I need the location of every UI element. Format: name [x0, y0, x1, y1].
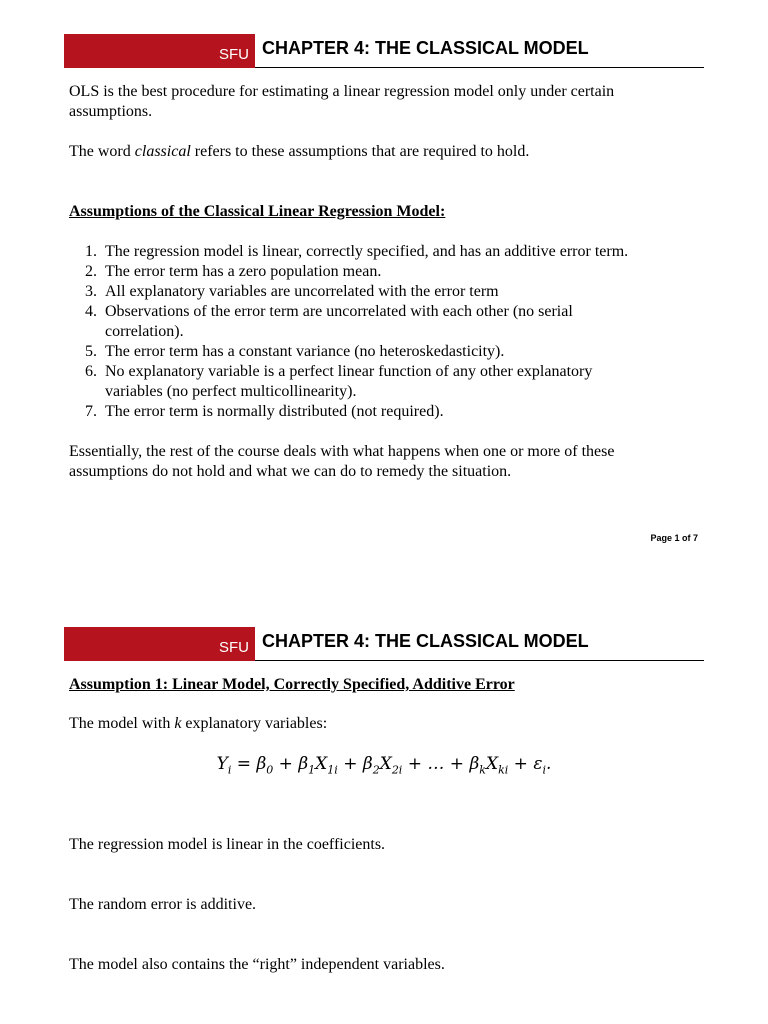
right-variables-text: The model also contains the “right” independent variables.	[69, 956, 445, 973]
classical-sentence: The word classical refers to these assumptions that are required to hold.	[69, 143, 530, 160]
list-item: 7. The error term is normally distributed (not required).	[85, 403, 444, 420]
sfu-logo: SFU	[219, 639, 249, 656]
chapter-title: CHAPTER 4: THE CLASSICAL MODEL	[262, 631, 589, 651]
assumptions-list	[69, 242, 628, 422]
model-sentence: The model with k explanatory variables:	[69, 715, 328, 732]
list-item: 1. The regression model is linear, correctly specified, and has an additive error term.	[85, 243, 629, 260]
list-item: 4. Observations of the error term are uncorrelated with each other (no serial correlation).	[85, 303, 573, 340]
intro-line-2: assumptions.	[69, 103, 153, 120]
regression-equation: $Y_i = \beta_0 + \beta_1X_{1i} + \beta_2X_{2i}$ + … + $\beta_kX_{ki} + \varepsilon_i$.	[216, 754, 552, 777]
list-item: 2. The error term has a zero population mean.	[85, 263, 382, 280]
page-number: Page 1 of 7	[650, 533, 698, 543]
list-item: 5. The error term has a constant variance (no heteroskedasticity).	[85, 343, 505, 360]
section-heading: Assumptions of the Classical Linear Regression Model:	[69, 203, 446, 220]
list-item: 6. No explanatory variable is a perfect linear function of any other explanatory variables (no perfect multicollinearity).	[85, 363, 593, 400]
page-header	[64, 34, 704, 68]
header-rule	[255, 67, 704, 68]
list-item: 3. All explanatory variables are uncorrelated with the error term	[85, 283, 499, 300]
additive-error-text: The random error is additive.	[69, 896, 257, 913]
page-header	[64, 627, 704, 661]
outro-line-1: Essentially, the rest of the course deals with what happens when one or more of these	[69, 443, 615, 460]
outro-line-2: assumptions do not hold and what we can do to remedy the situation.	[69, 463, 512, 480]
linear-coefficients-text: The regression model is linear in the coefficients.	[69, 836, 386, 853]
sfu-logo: SFU	[219, 46, 249, 63]
intro-line-1: OLS is the best procedure for estimating a linear regression model only under certain	[69, 83, 615, 100]
header-rule	[255, 660, 704, 661]
chapter-title: CHAPTER 4: THE CLASSICAL MODEL	[262, 38, 589, 58]
assumption-1-heading: Assumption 1: Linear Model, Correctly Specified, Additive Error	[69, 676, 515, 693]
